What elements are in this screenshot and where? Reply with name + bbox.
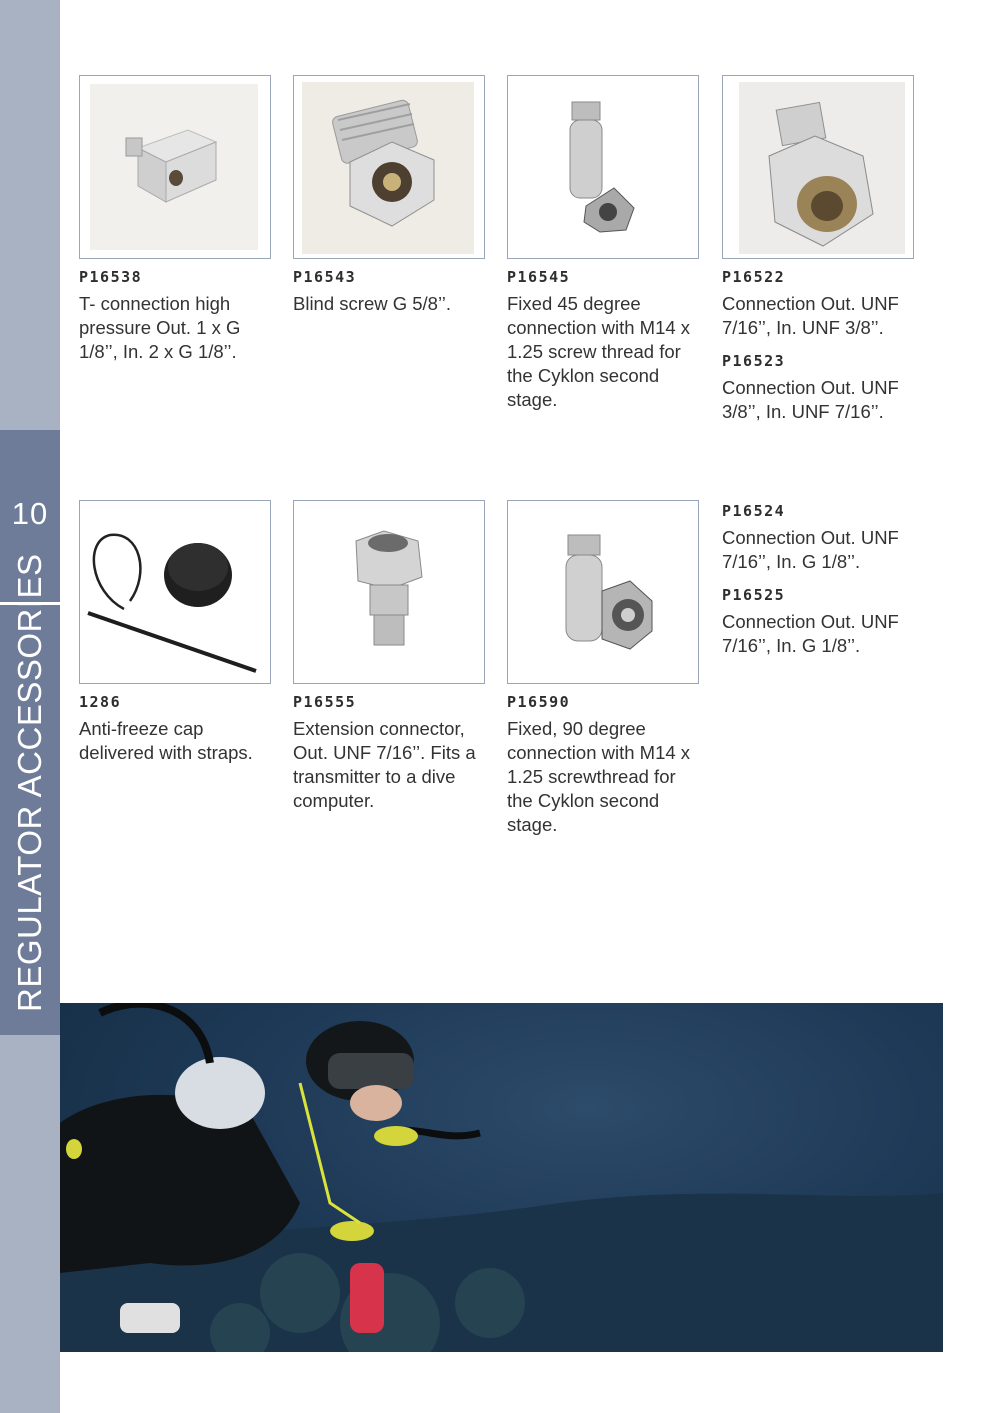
product-code: P16525 [722,586,786,604]
product-1286 [79,500,271,765]
section-title: REGULATOR ACCESSORIES [11,553,48,1012]
product-p16523 [722,352,914,424]
antifreeze-cap-photo [79,500,271,684]
product-p16555 [293,500,485,813]
product-p16525 [722,586,914,658]
product-p16590 [507,500,699,837]
product-code: P16522 [722,268,786,286]
product-code: P16523 [722,352,786,370]
product-p16522 [722,75,914,424]
product-description: Connection Out. UNF 7/16’’, In. UNF 3/8’’. [722,293,899,338]
diver-photo [60,1003,943,1352]
swivel-90-photo [507,500,699,684]
page-number: 10 [11,496,49,531]
product-description: Fixed, 90 degree connection with M14 x 1.25 screwthread for the Cyklon second stage. [507,718,691,835]
product-description: Fixed 45 degree connection with M14 x 1.25 screw thread for the Cyklon second stage. [507,293,691,410]
product-description: Extension connector, Out. UNF 7/16’’. Fits a transmitter to a dive computer. [293,718,476,811]
product-description: T- connection high pressure Out. 1 x G 1/8’’, In. 2 x G 1/8’’. [79,293,241,362]
product-description: Connection Out. UNF 7/16’’, In. G 1/8’’. [722,527,899,572]
t-connection-block-photo [79,75,271,259]
product-code: P16543 [293,268,357,286]
product-description: Connection Out. UNF 7/16’’, In. G 1/8’’. [722,611,899,656]
sidebar [0,0,60,1413]
product-p16545 [507,75,699,412]
product-description: Anti-freeze cap delivered with straps. [79,718,253,763]
product-code: P16524 [722,502,786,520]
extension-connector-photo [293,500,485,684]
product-code: P16590 [507,693,571,711]
product-code: P16545 [507,268,571,286]
product-code: P16538 [79,268,143,286]
product-p16524 [722,493,914,658]
product-description: Blind screw G 5/8’’. [293,293,451,314]
product-description: Connection Out. UNF 3/8’’, In. UNF 7/16’’. [722,377,899,422]
product-p16543 [293,75,485,316]
swivel-45-photo [507,75,699,259]
product-code: 1286 [79,693,122,711]
product-p16538 [79,75,271,364]
adapter-connection-photo [722,75,914,259]
product-code: P16555 [293,693,357,711]
blind-screw-photo [293,75,485,259]
